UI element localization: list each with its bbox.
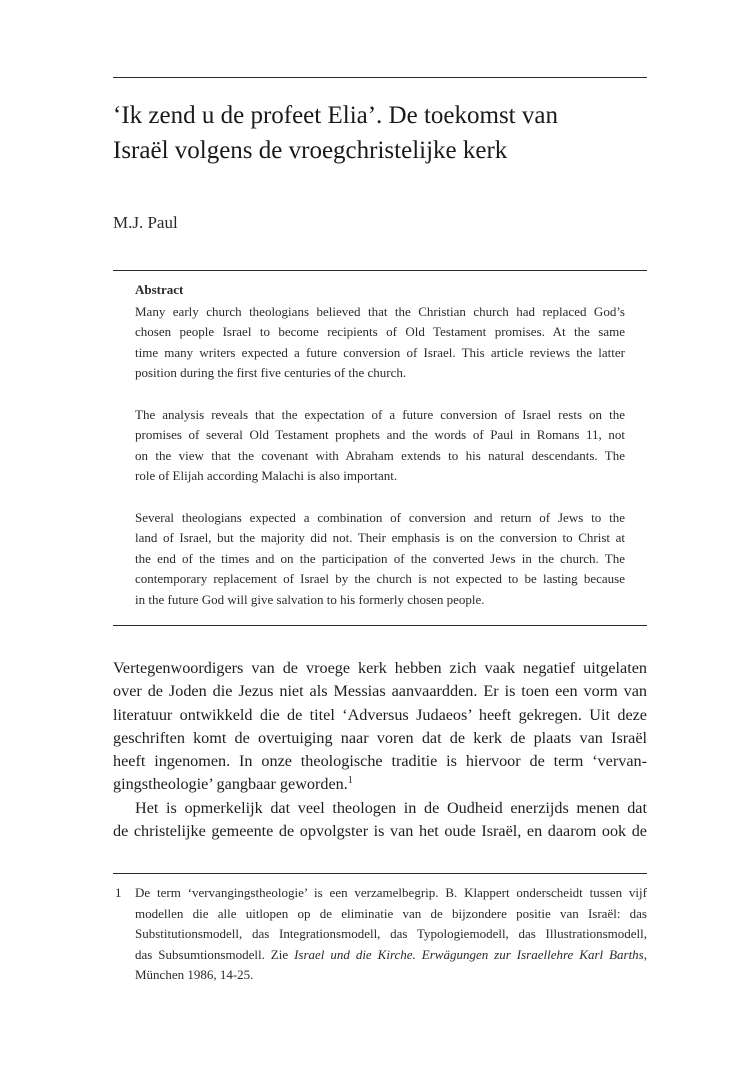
text-line: land of Israel, but the majority did not. Their emphasis is on the conversion to Christ at [135,530,625,546]
body-text [113,657,647,843]
abstract-paragraph [135,405,625,487]
text-line: Several theologians expected a combination of conversion and return of Jews to the [135,509,625,525]
text-line: contemporary replacement of Israel by the church is not expected to be lasting because [135,571,625,587]
text-line: on the view that the covenant with Abraham extends to his natural descendants. The [135,447,625,463]
text-line: heeft ingenomen. In onze theologische traditie is hiervoor de term ‘vervan- [113,752,647,771]
text-line: Het is opmerkelijk dat veel theologen in de Oudheid enerzijds menen dat [135,798,647,817]
text-line: the end of the times and on the participation of the converted Jews in the church. The [135,550,625,566]
text-line: position during the first five centuries of the church. [135,365,407,381]
footnote-reference[interactable]: 1 [347,775,353,787]
title-line: ‘Ik zend u de profeet Elia’. De toekomst van [113,102,558,129]
footnote-rule [113,873,647,874]
article-title [113,98,653,168]
text-line: geschriften komt de overtuiging naar voren dat de kerk de plaats van Israël [113,728,647,747]
text-line: Vertegenwoordigers van de vroege kerk hebben zich vaak negatief uitgelaten [113,659,647,677]
text-line: role of Elijah according Malachi is also important. [135,468,398,484]
body-paragraph [113,797,647,844]
text-line: promises of several Old Testament prophets and the words of Paul in Romans 11, not [135,427,625,443]
abstract-section [135,280,625,611]
abstract-paragraph [135,302,625,384]
author-name: M.J. Paul [113,213,178,232]
body-paragraph [113,657,647,797]
text-line: time many writers expected a future conversion of Israel. This article reviews the latter [135,344,625,360]
title-line: Israël volgens de vroegchristelijke kerk [113,137,508,164]
text-line: literatuur ontwikkeld die de titel ‘Adversus Judaeos’ heeft gekregen. Uit deze [113,705,647,724]
text-fragment: das Subsumtionsmodell. Zie [135,946,295,962]
text-line: modellen die alle uitlopen op de eliminatie van de bijzondere positie van Israël: das [135,905,647,921]
text-line [135,945,647,966]
text-line: de christelijke gemeente de opvolgster is van het oude Israël, en daarom ook de [113,822,647,841]
text-line: The analysis reveals that the expectation of a future conversion of Israel rests on the [135,406,625,422]
text-fragment: , [643,946,647,962]
abstract-bottom-rule [113,625,647,626]
text-fragment: gingstheologie’ gangbaar geworden. [113,775,348,794]
text-line: De term ‘vervangingstheologie’ is een verzamelbegrip. B. Klappert onderscheidt tussen vijf [135,885,647,900]
top-rule [113,77,647,78]
text-line: in the future God will give salvation to his formerly chosen people. [135,591,485,607]
abstract-paragraph [135,508,625,611]
footnote-number: 1 [115,885,122,900]
text-line: over de Joden die Jezus niet als Messias aanvaardden. Er is toen een vorm van [113,682,647,701]
abstract-heading: Abstract [135,282,184,297]
text-line: München 1986, 14-25. [135,967,254,982]
text-line: Many early church theologians believed that the Christian church had replaced God’s [135,303,625,319]
abstract-top-rule [113,270,647,271]
text-line: Substitutionsmodell, das Integrationsmodell, das Typologiemodell, das Illustrationsmodell, [135,926,647,941]
text-line [113,773,647,796]
book-title: Israel und die Kirche. Erwägungen zur Israellehre Karl Barths [294,946,644,962]
footnote-text [135,883,647,986]
footnote [113,883,647,986]
text-line: chosen people Israel to become recipients of Old Testament promises. At the same [135,324,625,340]
